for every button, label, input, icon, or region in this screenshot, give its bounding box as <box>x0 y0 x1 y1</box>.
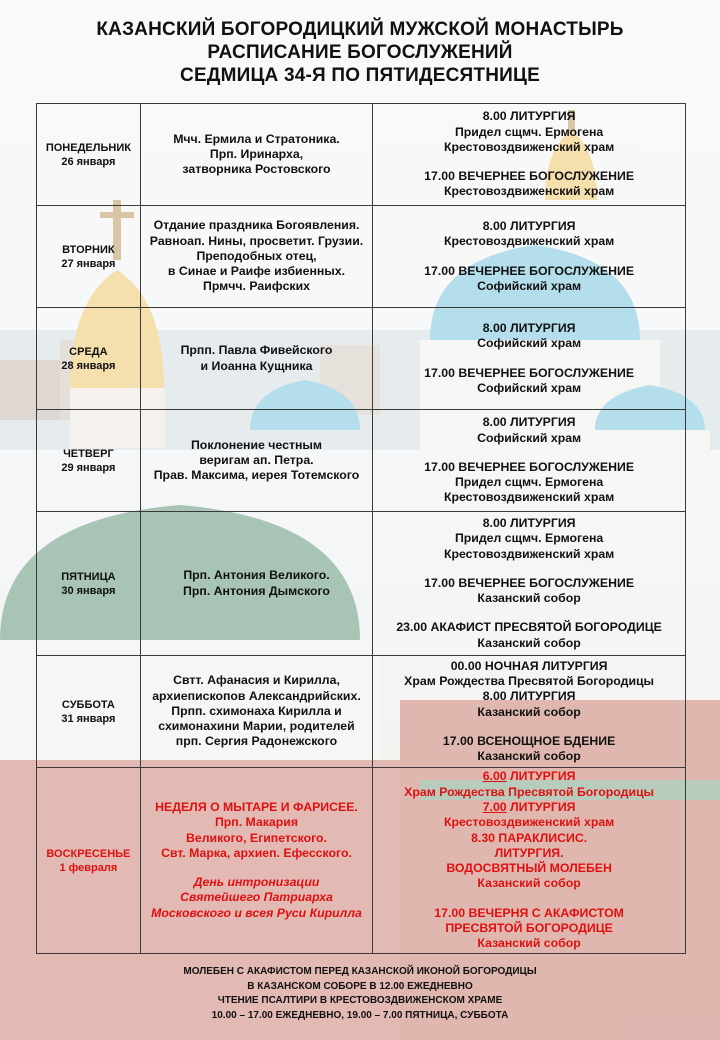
services-cell <box>373 104 686 206</box>
day-cell <box>37 206 141 308</box>
saint-line: Поклонение честным <box>190 437 322 452</box>
saint-line: и Иоанна Кущника <box>200 358 313 373</box>
saint-line: Свт. Марка, архиеп. Ефесского. <box>161 845 352 860</box>
services-cell <box>373 308 686 410</box>
saint-line: Преподобных отец, <box>196 248 317 263</box>
saint-line: Великого, Египетского. <box>186 830 327 845</box>
saints-cell <box>140 656 372 768</box>
saints-cell <box>140 768 372 954</box>
saint-line: Прмчч. Раифских <box>202 279 310 294</box>
services-cell <box>373 656 686 768</box>
day-date: 27 января <box>61 257 116 270</box>
service-line: 17.00 ВЕЧЕРНЕЕ БОГОСЛУЖЕНИЕ <box>424 263 635 278</box>
day-name: ЧЕТВЕРГ <box>63 447 114 460</box>
service-line: Казанский собор <box>477 749 581 764</box>
table-row-saturday <box>37 656 686 768</box>
saints-cell <box>140 410 372 512</box>
schedule-title: РАСПИСАНИЕ БОГОСЛУЖЕНИЙ <box>207 42 513 63</box>
day-date: 31 января <box>61 712 116 725</box>
service-title: ЛИТУРГИЯ <box>506 769 576 784</box>
saint-line: Отдание праздника Богоявления. <box>153 218 360 233</box>
service-line <box>373 800 685 815</box>
note-line: Московского и всея Руси Кирилла <box>151 905 362 920</box>
service-line: Крестовоздвиженский храм <box>443 546 615 561</box>
service-line: Крестовоздвиженский храм <box>443 139 615 154</box>
monastery-title: КАЗАНСКИЙ БОГОРОДИЦКИЙ МУЖСКОЙ МОНАСТЫРЬ <box>96 19 624 40</box>
service-time: 7.00 <box>482 799 507 814</box>
day-date: 30 января <box>61 584 116 597</box>
service-line: 17.00 ВЕЧЕРНЕЕ БОГОСЛУЖЕНИЕ <box>424 575 635 590</box>
service-line: Крестовоздвиженский храм <box>443 490 615 505</box>
day-name: ПОНЕДЕЛЬНИК <box>45 141 131 154</box>
service-line: Софийский храм <box>477 336 582 351</box>
service-time: 6.00 <box>482 769 507 784</box>
service-line: Крестовоздвиженский храм <box>443 184 615 199</box>
service-line: ПРЕСВЯТОЙ БОГОРОДИЦЕ <box>445 921 613 936</box>
saints-cell <box>140 104 372 206</box>
footer-line: В КАЗАНСКОМ СОБОРЕ В 12.00 ЕЖЕДНЕВНО <box>247 980 473 992</box>
saint-line: Прп. Иринарха, <box>209 146 304 161</box>
services-cell <box>373 410 686 512</box>
service-line: Софийский храм <box>477 278 582 293</box>
services-cell <box>373 512 686 656</box>
day-name: ВОСКРЕСЕНЬЕ <box>46 847 131 860</box>
service-line: 8.00 ЛИТУРГИЯ <box>482 320 576 335</box>
saint-line: в Синае и Раифе избиенных. <box>167 264 346 279</box>
table-row-monday <box>37 104 686 206</box>
service-line: 17.00 ВЕЧЕРНЕЕ БОГОСЛУЖЕНИЕ <box>424 459 635 474</box>
day-name: ПЯТНИЦА <box>61 570 116 583</box>
services-cell <box>373 768 686 954</box>
day-name: СРЕДА <box>69 345 108 358</box>
service-line: Крестовоздвиженский храм <box>443 234 615 249</box>
saints-cell <box>140 308 372 410</box>
service-line: Придел сщмч. Ермогена <box>454 475 604 490</box>
saint-line: Свтт. Афанасия и Кирилла, <box>173 673 340 688</box>
saint-line: Прпп. схимонаха Кирилла и <box>171 703 342 718</box>
service-line: 8.00 ЛИТУРГИЯ <box>482 415 576 430</box>
service-line: 17.00 ВЕЧЕРНЕЕ БОГОСЛУЖЕНИЕ <box>424 365 635 380</box>
service-line: Казанский собор <box>477 635 581 650</box>
saint-line: прп. Сергия Радонежского <box>175 734 338 749</box>
day-cell <box>37 410 141 512</box>
service-line: ВОДОСВЯТНЫЙ МОЛЕБЕН <box>446 861 612 876</box>
day-cell <box>37 768 141 954</box>
service-line: Софийский храм <box>477 380 582 395</box>
saint-line: Прп. Антония Великого. <box>183 568 330 583</box>
service-line: 8.00 ЛИТУРГИЯ <box>482 109 576 124</box>
table-row-wednesday <box>37 308 686 410</box>
table-row-sunday <box>37 768 686 954</box>
service-line: 8.00 ЛИТУРГИЯ <box>482 218 576 233</box>
service-line: Казанский собор <box>477 591 581 606</box>
day-cell <box>37 104 141 206</box>
day-cell <box>37 512 141 656</box>
service-line: 17.00 ВСЕНОЩНОЕ БДЕНИЕ <box>442 733 616 748</box>
service-line: Придел сщмч. Ермогена <box>454 531 604 546</box>
saint-line: Прп. Макария <box>214 815 299 830</box>
page-header <box>0 18 720 87</box>
service-line: Храм Рождества Пресвятой Богородицы <box>404 673 655 688</box>
services-cell <box>373 206 686 308</box>
service-line: 23.00 АКАФИСТ ПРЕСВЯТОЙ БОГОРОДИЦЕ <box>396 620 662 635</box>
table-row-thursday <box>37 410 686 512</box>
schedule-table <box>36 103 686 954</box>
footer-line: 10.00 – 17.00 ЕЖЕДНЕВНО, 19.00 – 7.00 ПЯТНИЦА, СУББОТА <box>211 1009 509 1021</box>
service-place: Крестовоздвиженский храм <box>443 815 615 830</box>
week-title: СЕДМИЦА 34-Я ПО ПЯТИДЕСЯТНИЦЕ <box>180 65 540 86</box>
footer-line: ЧТЕНИЕ ПСАЛТИРИ В КРЕСТОВОЗДВИЖЕНСКОМ ХРАМЕ <box>217 995 503 1006</box>
day-cell <box>37 656 141 768</box>
day-date: 29 января <box>61 461 116 474</box>
service-line: 8.00 ЛИТУРГИЯ <box>482 689 576 704</box>
feast-title: НЕДЕЛЯ О МЫТАРЕ И ФАРИСЕЕ. <box>155 799 358 814</box>
saints-cell <box>140 512 372 656</box>
footer-line: МОЛЕБЕН С АКАФИСТОМ ПЕРЕД КАЗАНСКОЙ ИКОНОЙ БОГОРОДИЦЫ <box>183 966 537 977</box>
service-line: 8.00 ЛИТУРГИЯ <box>482 515 576 530</box>
service-line: Казанский собор <box>477 704 581 719</box>
note-line: День интронизации <box>193 875 320 890</box>
day-date: 1 февраля <box>59 861 118 874</box>
saint-line: архиепископов Александрийских. <box>152 688 361 703</box>
service-line: Придел сщмч. Ермогена <box>454 124 604 139</box>
saint-line: Равноап. Нины, просветит. Грузии. <box>149 233 364 248</box>
service-line <box>373 769 685 784</box>
service-place: Храм Рождества Пресвятой Богородицы <box>404 784 655 799</box>
day-name: ВТОРНИК <box>62 243 115 256</box>
saint-line: Мчч. Ермила и Стратоника. <box>173 131 340 146</box>
table-row-friday <box>37 512 686 656</box>
service-line: ЛИТУРГИЯ. <box>494 845 564 860</box>
service-place: Казанский собор <box>477 936 581 951</box>
service-place: Казанский собор <box>477 876 581 891</box>
service-line: 17.00 ВЕЧЕРНЕЕ БОГОСЛУЖЕНИЕ <box>424 169 635 184</box>
saint-line: Прп. Антония Дымского <box>183 583 330 598</box>
page-footer <box>0 965 720 1023</box>
service-line: 00.00 НОЧНАЯ ЛИТУРГИЯ <box>450 658 608 673</box>
saint-line: Прав. Максима, иерея Тотемского <box>153 468 360 483</box>
day-name: СУББОТА <box>61 698 115 711</box>
day-date: 26 января <box>61 155 116 168</box>
saints-cell <box>140 206 372 308</box>
saint-line: веригам ап. Петра. <box>199 452 314 467</box>
service-line: 8.30 ПАРАКЛИСИС. <box>471 830 588 845</box>
service-line: 17.00 ВЕЧЕРНЯ С АКАФИСТОМ <box>434 905 624 920</box>
service-line: Софийский храм <box>477 430 582 445</box>
note-line: Святейшего Патриарха <box>180 890 333 905</box>
day-date: 28 января <box>61 359 116 372</box>
service-title: ЛИТУРГИЯ <box>506 799 576 814</box>
day-cell <box>37 308 141 410</box>
table-row-tuesday <box>37 206 686 308</box>
saint-line: затворника Ростовского <box>182 162 331 177</box>
saint-line: Прпп. Павла Фивейского <box>180 343 333 358</box>
saint-line: схимонахини Марии, родителей <box>158 719 355 734</box>
